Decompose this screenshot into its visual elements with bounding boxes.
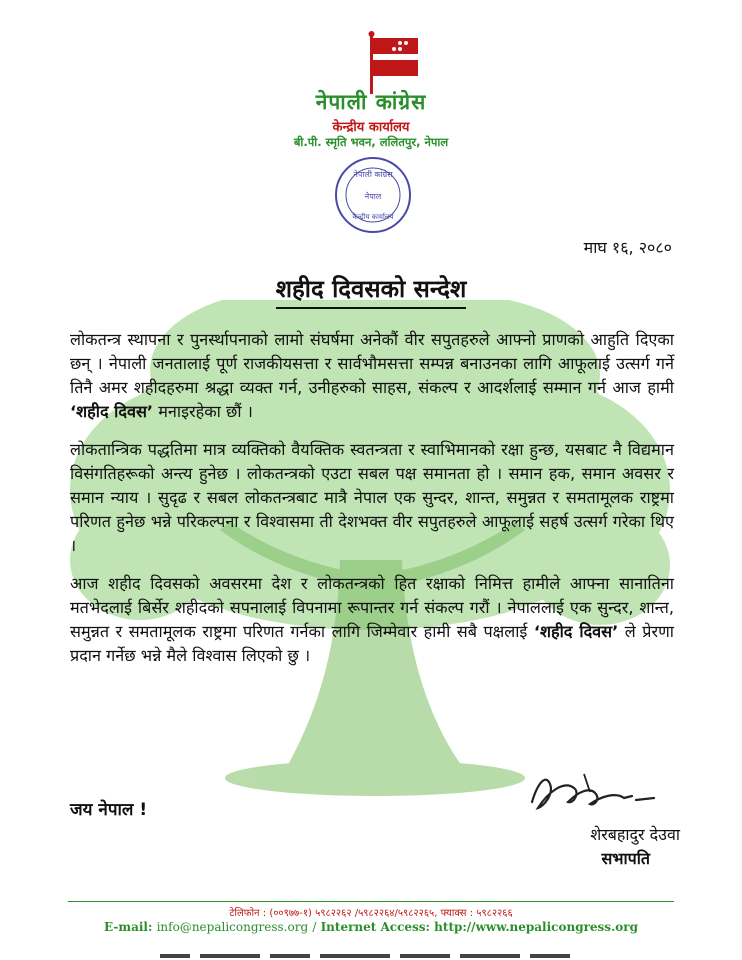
footer-divider	[68, 901, 674, 902]
handwritten-signature	[524, 762, 664, 822]
signer-role: सभापति	[601, 849, 650, 868]
office-name: केन्द्रीय कार्यालय	[332, 120, 410, 135]
paragraph-3-end: ले प्रेरणा प्रदान गर्नेछ भन्ने मैले विश्वास लिएको छु ।	[70, 622, 674, 665]
paragraph-1	[70, 328, 674, 424]
paragraph-1-highlight: ‘शहीद दिवस’	[70, 402, 154, 421]
closing-salutation: जय नेपाल !	[70, 800, 148, 820]
seal-top-text: नेपाली कांग्रेस	[353, 170, 393, 179]
paragraph-3-highlight: ‘शहीद दिवस’	[533, 622, 619, 641]
office-address: बी.पी. स्मृति भवन, ललितपुर, नेपाल	[293, 135, 449, 149]
footer-separator: /	[312, 920, 317, 934]
footer-phone: टेलिफोन : (००९७७-१) ५९८२२६२ /५९८२२६४/५९८२२६५, फ्याक्स : ५९८२२६६	[229, 908, 513, 919]
party-flag-icon	[356, 30, 422, 94]
paragraph-1-end: मनाइरहेका छौं ।	[158, 402, 253, 421]
paragraph-3	[70, 572, 674, 668]
letter-title: शहीद दिवसको सन्देश	[276, 272, 467, 309]
paragraph-2: लोकतान्त्रिक पद्धतिमा मात्र व्यक्तिको वैयक्तिक स्वतन्त्रता र स्वाभिमानको रक्षा हुन्छ, यसबाट नै विद्यमान विसंगतिहरूको अन्त्य हुनेछ । लोकतन्त्रको एउटा सबल पक्ष समानता हो । समान हक, समान अवसर र समान न्याय । सुदृढ र सबल लोकतन्त्रबाट मात्रै नेपाल एक सुन्दर, शान्त, समुन्नत र समतामूलक राष्ट्रमा परिणत हुनेछ भन्ने परिकल्पना र विश्वासमा ती देशभक्त वीर सपुतहरुले आफूलाई सहर्ष उत्सर्ग गरेका थिए ।	[70, 440, 674, 555]
official-seal-stamp	[333, 155, 413, 235]
website-link[interactable]: http://www.nepalicongress.org	[434, 920, 638, 934]
letter-date: माघ १६, २०८०	[583, 238, 672, 257]
cut-off-text-row	[150, 952, 610, 960]
letter-title-wrap	[0, 272, 742, 309]
footer-contact	[0, 920, 742, 934]
paragraph-3-text: आज शहीद दिवसको अवसरमा देश र लोकतन्त्रको हित रक्षाको निमित्त हामीले आफ्ना सानातिना मतभेदलाई बिर्सेर शहीदको सपनालाई विपनामा रूपान्तर गर्न संकल्प गरौं । नेपाललाई एक सुन्दर, शान्त, समुन्नत र समतामूलक राष्ट्रमा परिणत गर्नका लागि जिम्मेवार हामी सबै पक्षलाई	[70, 574, 674, 641]
email-link[interactable]: info@nepalicongress.org	[156, 920, 309, 934]
letter-body	[70, 328, 674, 682]
seal-bottom-text: केन्द्रीय कार्यालय	[352, 213, 394, 221]
party-name: नेपाली कांग्रेस	[315, 89, 427, 114]
paragraph-1-text: लोकतन्त्र स्थापना र पुनर्स्थापनाको लामो संघर्षमा अनेकौं वीर सपुतहरुले आफ्नो प्राणको आहुति दिएका छन् । नेपाली जनतालाई पूर्ण राजकीयसत्ता र सार्वभौमसत्ता सम्पन्न बनाउनका लागि आफूलाई उत्सर्ग गर्ने तिनै अमर शहीदहरुमा श्रद्धा व्यक्त गर्न, उनीहरुको साहस, संकल्प र आदर्शलाई सम्मान गर्न आज हामी	[70, 330, 674, 397]
signer-name: शेरबहादुर देउवा	[590, 825, 680, 844]
web-label: Internet Access:	[320, 920, 430, 934]
seal-center-text: नेपाल	[364, 192, 382, 201]
email-label: E-mail:	[104, 920, 153, 934]
